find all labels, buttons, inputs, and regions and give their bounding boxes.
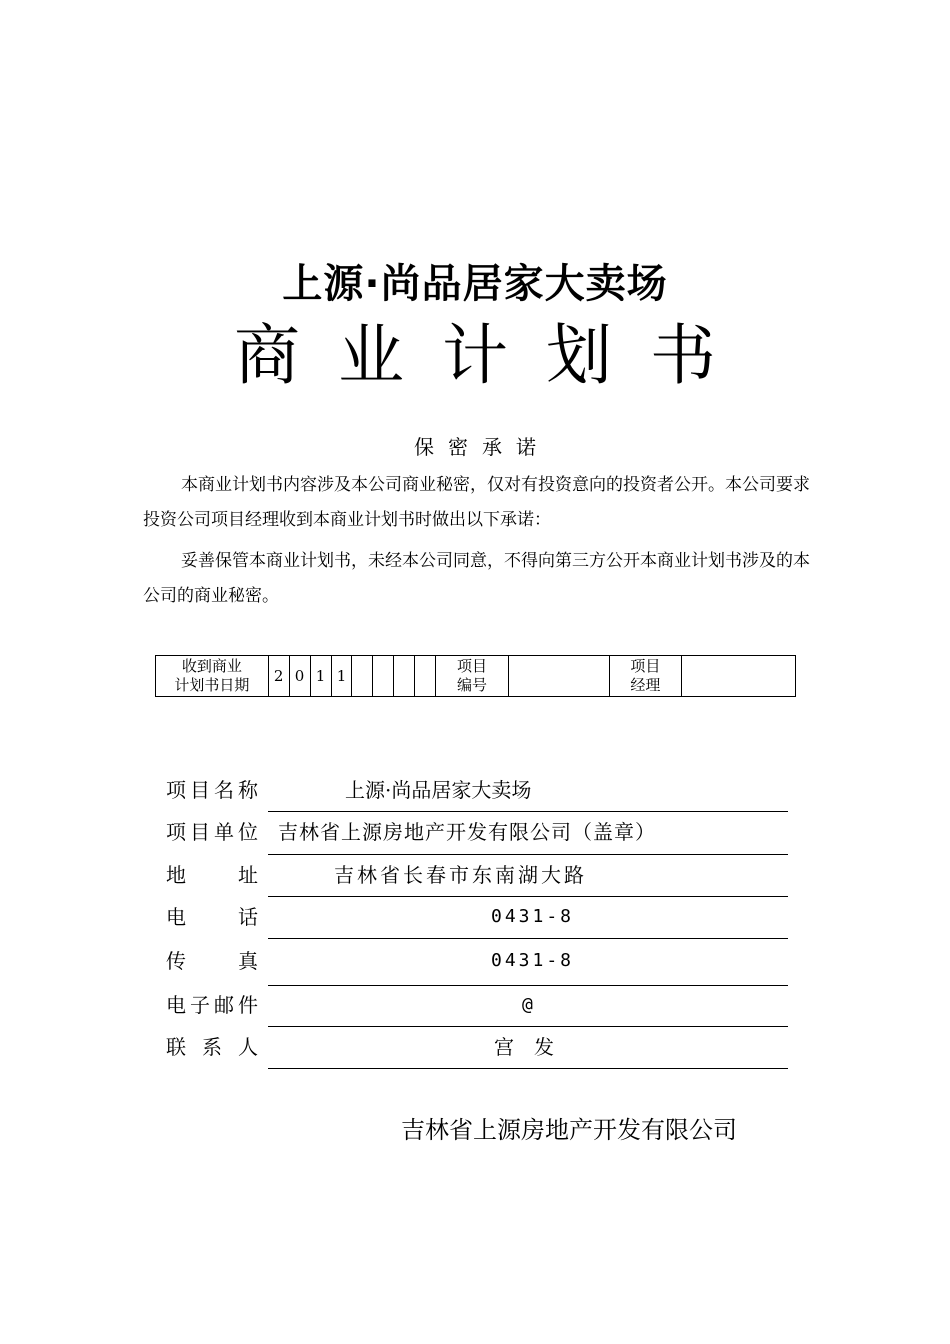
date-digit-cell[interactable]: 0 bbox=[289, 656, 310, 697]
phone-label: 电话 bbox=[166, 905, 258, 929]
date-digit-cell[interactable]: 1 bbox=[310, 656, 331, 697]
project-manager-field[interactable] bbox=[682, 656, 796, 697]
document-subtitle: 商业计划书 bbox=[234, 317, 754, 394]
contact-label: 联系人 bbox=[166, 1035, 258, 1059]
fax-value: 0431-8 bbox=[491, 950, 575, 971]
date-digit-cell[interactable]: 1 bbox=[331, 656, 352, 697]
project-name-underline bbox=[268, 811, 788, 812]
project-unit-value: 吉林省上源房地产开发有限公司（盖章） bbox=[278, 820, 656, 844]
confidentiality-paragraph-2: 妥善保管本商业计划书，未经本公司同意，不得向第三方公开本商业计划书涉及的本公司的商业秘密。 bbox=[143, 551, 810, 606]
address-underline bbox=[268, 896, 788, 897]
project-name-label: 项目名称 bbox=[166, 778, 258, 802]
project-unit-label: 项目单位 bbox=[166, 820, 258, 844]
contact-underline bbox=[268, 1068, 788, 1069]
confidentiality-paragraph-1: 本商业计划书内容涉及本公司商业秘密，仅对有投资意向的投资者公开。本公司要求投资公司项目经理收到本商业计划书时做出以下承诺： bbox=[143, 475, 810, 530]
contact-value: 宫 发 bbox=[494, 1035, 554, 1059]
date-digit-cell[interactable]: 2 bbox=[268, 656, 289, 697]
fax-label: 传真 bbox=[166, 949, 258, 973]
email-underline bbox=[268, 1026, 788, 1027]
address-label: 地址 bbox=[166, 863, 258, 887]
date-digit-cell[interactable] bbox=[394, 656, 415, 697]
fax-underline bbox=[268, 985, 788, 986]
project-number-field[interactable] bbox=[508, 656, 609, 697]
project-unit-underline bbox=[268, 854, 788, 855]
date-digit-cell[interactable] bbox=[415, 656, 436, 697]
footer-company-name: 吉林省上源房地产开发有限公司 bbox=[401, 1116, 737, 1144]
phone-value: 0431-8 bbox=[491, 906, 575, 927]
address-value: 吉林省长春市东南湖大路 bbox=[334, 863, 587, 887]
project-manager-label: 项目 经理 bbox=[609, 656, 682, 697]
receipt-row bbox=[156, 656, 796, 697]
confidentiality-heading: 保密承诺 bbox=[414, 435, 550, 459]
phone-underline bbox=[268, 938, 788, 939]
date-digit-cell[interactable] bbox=[352, 656, 373, 697]
email-value: @ bbox=[522, 994, 536, 1015]
document-title: 上源·尚品居家大卖场 bbox=[282, 261, 668, 307]
email-label: 电子邮件 bbox=[166, 993, 258, 1017]
receipt-table bbox=[155, 655, 796, 697]
project-number-label: 项目 编号 bbox=[436, 656, 509, 697]
project-name-value: 上源·尚品居家大卖场 bbox=[345, 778, 532, 802]
date-digit-cell[interactable] bbox=[373, 656, 394, 697]
receipt-date-label: 收到商业 计划书日期 bbox=[156, 656, 269, 697]
